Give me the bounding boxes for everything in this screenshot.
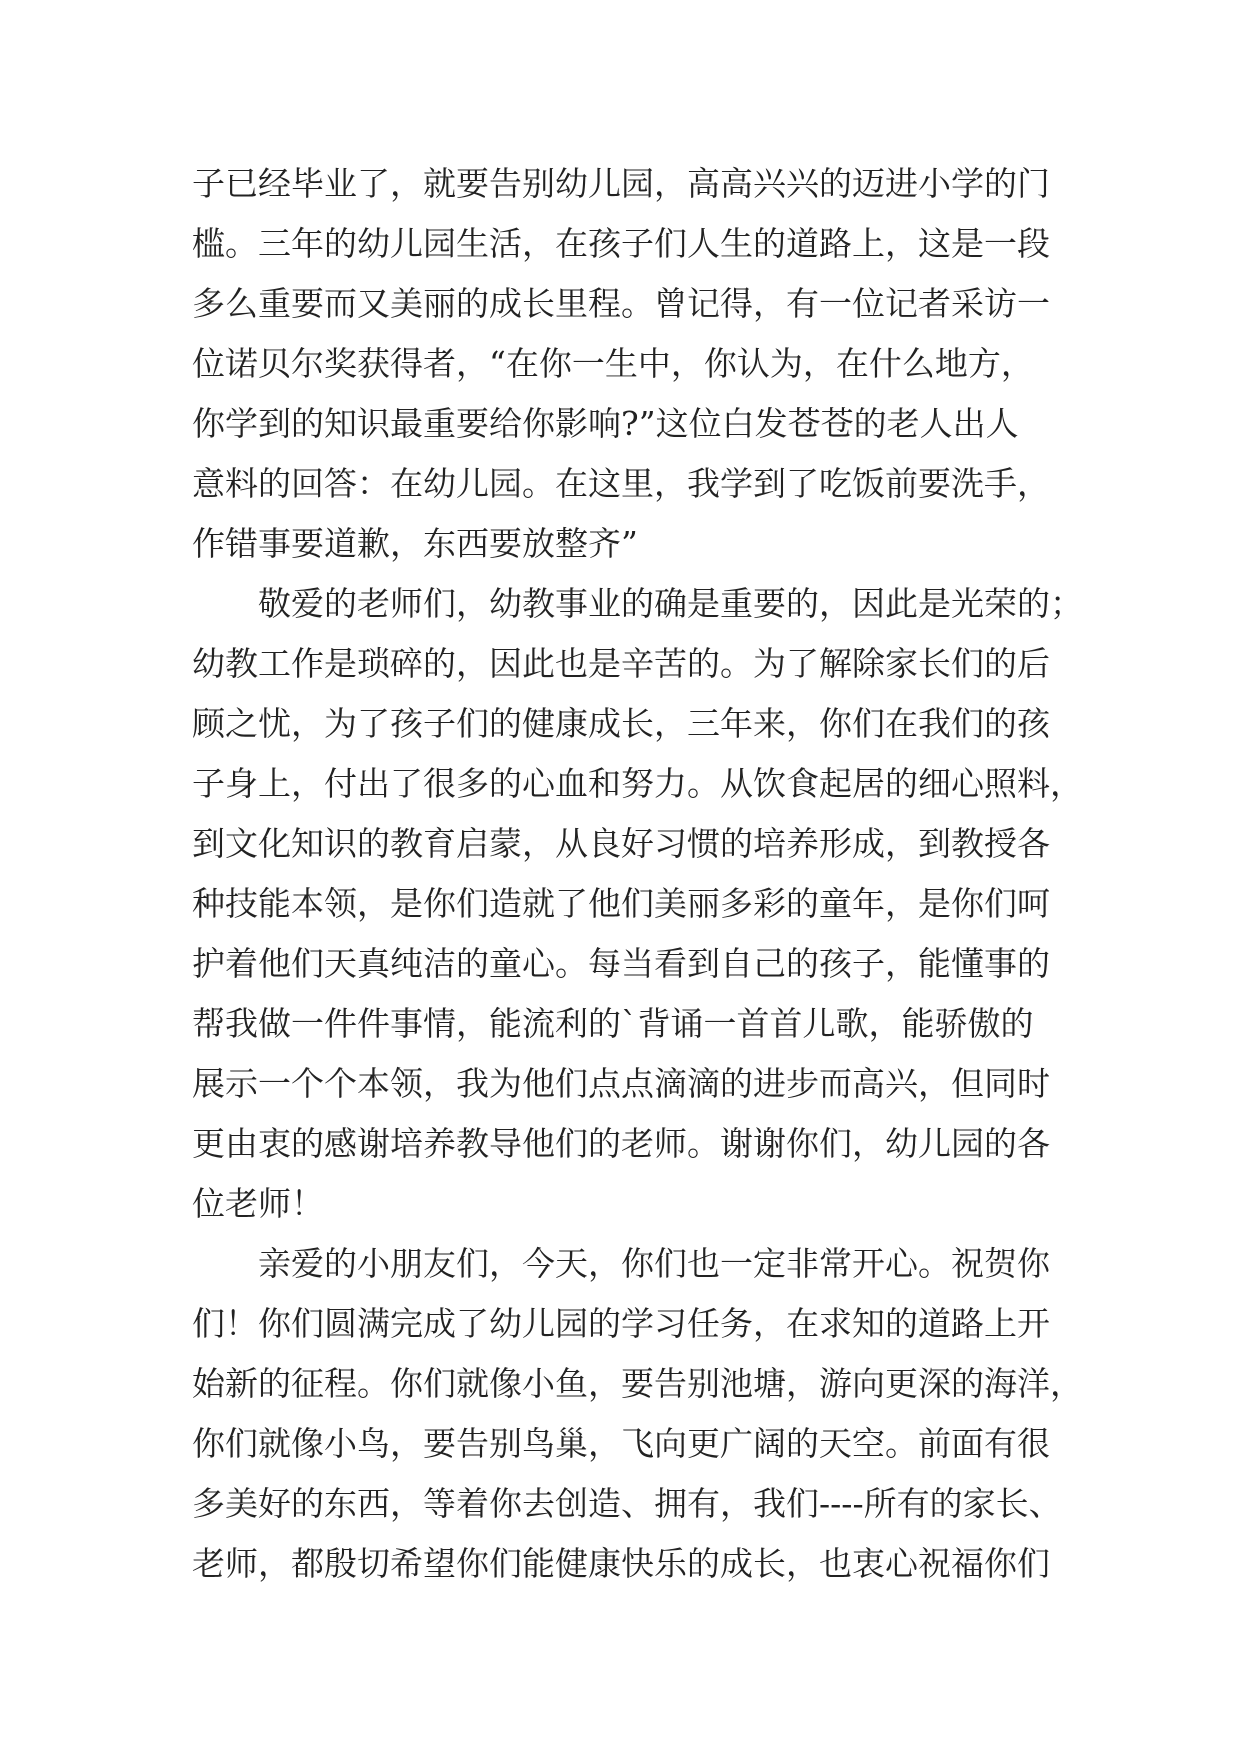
paragraph-2-line-4: 子身上，付出了很多的心血和努力。从饮食起居的细心照料， [192,764,1083,803]
paragraph-1-line-4: 位诺贝尔奖获得者，“在你一生中，你认为，在什么地方， [192,344,1034,383]
paragraph-1-line-6: 意料的回答：在幼儿园。在这里，我学到了吃饭前要洗手， [192,464,1050,503]
paragraph-2-line-1: 敬爱的老师们，幼教事业的确是重要的，因此是光荣的； [258,584,1083,623]
paragraph-2-line-10: 更由衷的感谢培养教导他们的老师。谢谢你们，幼儿园的各 [192,1124,1050,1163]
paragraph-2-line-5: 到文化知识的教育启蒙，从良好习惯的培养形成，到教授各 [192,824,1050,863]
paragraph-2-line-8: 帮我做一件件事情，能流利的`背诵一首首儿歌，能骄傲的 [192,1004,1034,1043]
paragraph-2-line-6: 种技能本领，是你们造就了他们美丽多彩的童年，是你们呵 [192,884,1050,923]
paragraph-2-line-3: 顾之忧，为了孩子们的健康成长，三年来，你们在我们的孩 [192,704,1050,743]
paragraph-2-line-2: 幼教工作是琐碎的，因此也是辛苦的。为了解除家长们的后 [192,644,1050,683]
paragraph-1-line-7: 作错事要道歉，东西要放整齐” [192,524,638,563]
paragraph-3-line-4: 你们就像小鸟，要告别鸟巢，飞向更广阔的天空。前面有很 [192,1424,1050,1463]
paragraph-3-line-1: 亲爱的小朋友们，今天，你们也一定非常开心。祝贺你 [258,1244,1050,1283]
paragraph-3-line-5: 多美好的东西，等着你去创造、拥有，我们----所有的家长、 [192,1484,1062,1523]
paragraph-1-line-3: 多么重要而又美丽的成长里程。曾记得，有一位记者采访一 [192,284,1050,323]
paragraph-3-line-6: 老师，都殷切希望你们能健康快乐的成长，也衷心祝福你们 [192,1544,1050,1583]
paragraph-2-line-11: 位老师！ [192,1184,324,1223]
paragraph-2-line-9: 展示一个个本领，我为他们点点滴滴的进步而高兴，但同时 [192,1064,1050,1103]
paragraph-3-line-3: 始新的征程。你们就像小鱼，要告别池塘，游向更深的海洋， [192,1364,1083,1403]
paragraph-1-line-5: 你学到的知识最重要给你影响?”这位白发苍苍的老人出人 [192,404,1019,443]
document-body [192,154,1083,1594]
paragraph-1-line-2: 槛。三年的幼儿园生活，在孩子们人生的道路上，这是一段 [192,224,1050,263]
paragraph-2-line-7: 护着他们天真纯洁的童心。每当看到自己的孩子，能懂事的 [192,944,1050,983]
paragraph-1-line-1: 子已经毕业了，就要告别幼儿园，高高兴兴的迈进小学的门 [192,164,1050,203]
paragraph-3-line-2: 们！你们圆满完成了幼儿园的学习任务，在求知的道路上开 [192,1304,1050,1343]
